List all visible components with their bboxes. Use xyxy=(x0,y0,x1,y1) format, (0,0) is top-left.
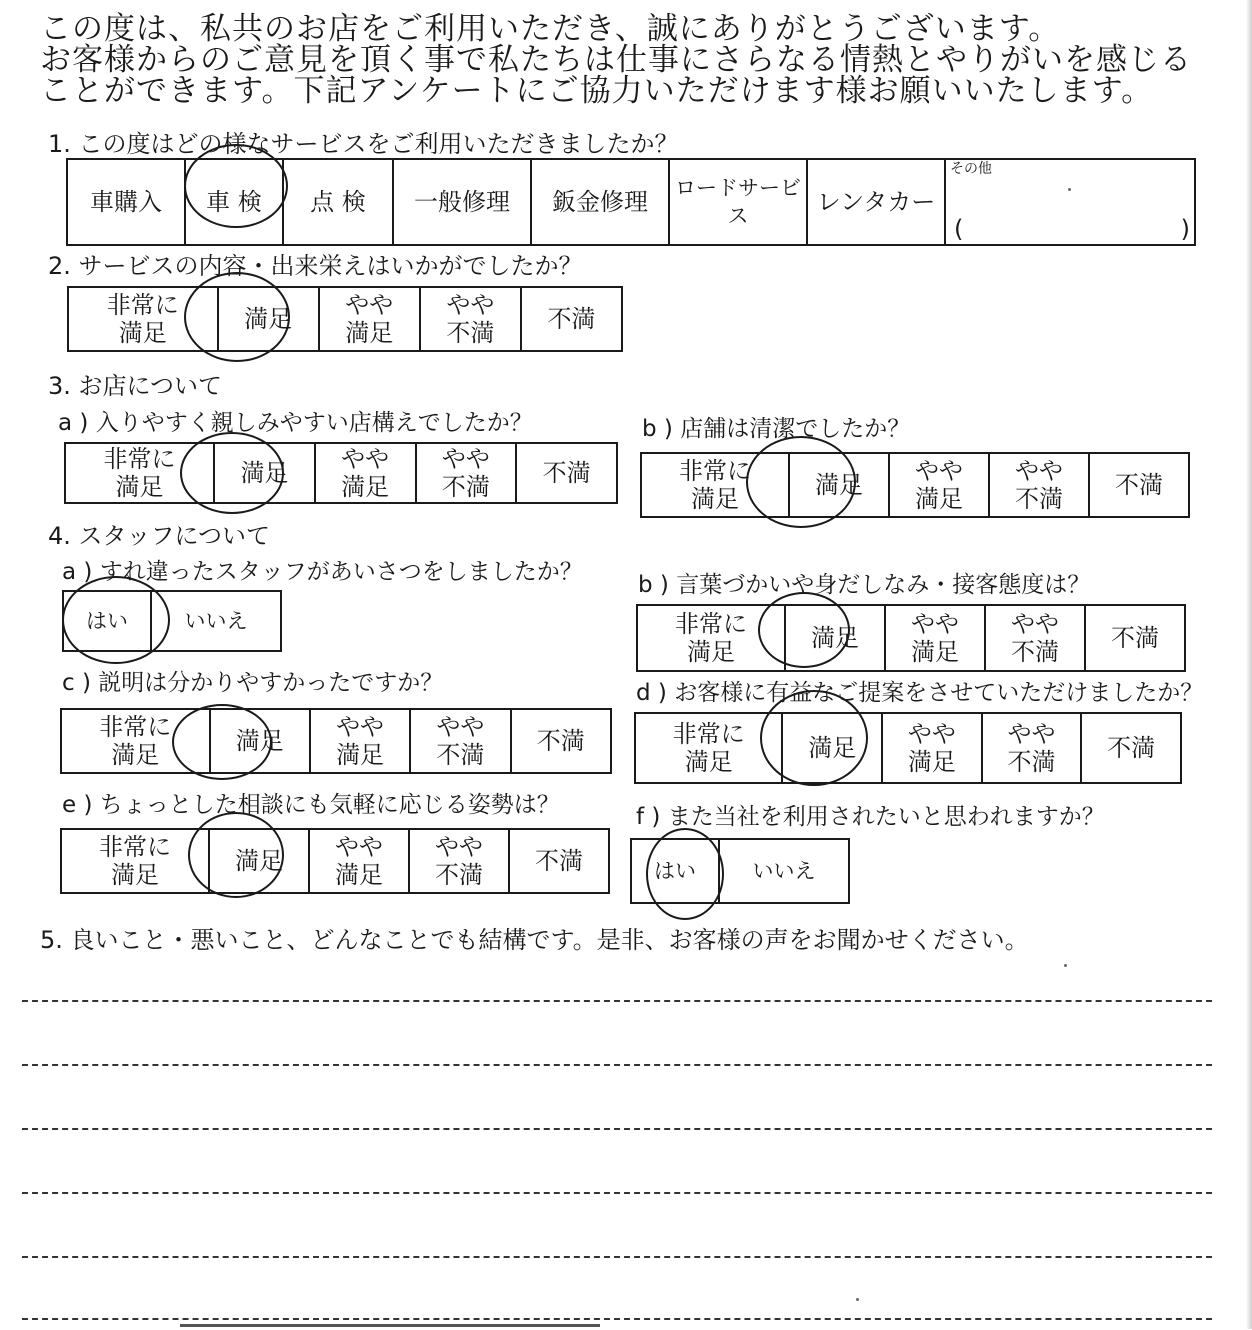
other-label: その他 xyxy=(950,161,992,177)
option-cell[interactable]: 不満 xyxy=(1085,605,1185,671)
option-cell[interactable]: 不満 xyxy=(509,829,609,893)
intro-line: ことができます。下記アンケートにご協力いただけます様お願いいたします。 xyxy=(40,73,1154,109)
question-4c-label: c ) 説明は分かりやすかったですか？ xyxy=(62,670,444,696)
option-cell[interactable]: 車購入 xyxy=(67,159,185,245)
option-cell[interactable]: やや 不満 xyxy=(410,709,510,773)
option-cell[interactable]: やや 満足 xyxy=(882,713,982,783)
option-cell[interactable]: 不満 xyxy=(1081,713,1181,783)
question-4f-label: f ) また当社を利用されたいと思われますか？ xyxy=(636,804,1105,830)
scan-edge-shadow xyxy=(1246,0,1252,1329)
question-4-label: 4. スタッフについて xyxy=(48,522,271,550)
option-cell[interactable]: やや 満足 xyxy=(889,453,989,517)
other-field[interactable] xyxy=(945,159,1195,245)
cut-off-text xyxy=(180,1318,600,1330)
option-cell[interactable]: 不満 xyxy=(1089,453,1189,517)
option-cell[interactable]: やや 不満 xyxy=(416,443,517,503)
question-4e-label: e ) ちょっとした相談にも気軽に応じる姿勢は？ xyxy=(62,792,560,818)
option-cell[interactable]: 不満 xyxy=(516,443,617,503)
option-cell[interactable]: 非常に 満足 xyxy=(61,829,209,893)
option-cell[interactable]: 一般修理 xyxy=(393,159,531,245)
option-cell[interactable]: やや 不満 xyxy=(409,829,509,893)
option-cell[interactable]: やや 満足 xyxy=(309,829,409,893)
option-cell[interactable]: やや 不満 xyxy=(982,713,1082,783)
option-cell[interactable]: 満足 xyxy=(782,713,882,783)
option-cell[interactable]: いいえ xyxy=(719,839,849,903)
option-cell[interactable]: やや 満足 xyxy=(319,287,420,351)
comment-line[interactable] xyxy=(22,1064,1212,1066)
option-cell[interactable]: 満足 xyxy=(214,443,315,503)
comment-line[interactable] xyxy=(22,1000,1212,1002)
option-cell[interactable]: レンタカー xyxy=(807,159,945,245)
option-cell[interactable]: やや 満足 xyxy=(310,709,410,773)
option-cell[interactable]: いいえ xyxy=(151,591,281,651)
option-cell[interactable]: 不満 xyxy=(511,709,611,773)
intro-paragraph xyxy=(40,11,1240,109)
comment-line[interactable] xyxy=(22,1192,1212,1194)
comment-line[interactable] xyxy=(22,1128,1212,1130)
option-cell[interactable]: 満足 xyxy=(210,709,310,773)
question-4a-options xyxy=(62,590,282,652)
question-2-label: 2. サービスの内容・出来栄えはいかがでしたか？ xyxy=(48,252,583,280)
question-5-label: 5. 良いこと・悪いこと、どんなことでも結構です。是非、お客様の声をお聞かせください。 xyxy=(40,926,1029,954)
question-3b-options xyxy=(640,452,1190,518)
comment-line[interactable] xyxy=(22,1256,1212,1258)
question-4e-options xyxy=(60,828,610,894)
option-cell[interactable]: 満足 xyxy=(218,287,319,351)
question-4d-options xyxy=(634,712,1182,784)
question-4a-label: a ) すれ違ったスタッフがあいさつをしましたか？ xyxy=(62,559,583,585)
option-cell[interactable]: 鈑金修理 xyxy=(531,159,669,245)
option-cell[interactable]: 車 検 xyxy=(185,159,283,245)
scan-speck xyxy=(1068,188,1071,191)
option-cell[interactable]: 点 検 xyxy=(283,159,393,245)
question-4f-options xyxy=(630,838,850,904)
option-cell[interactable]: 非常に 満足 xyxy=(61,709,210,773)
option-cell[interactable]: 非常に 満足 xyxy=(65,443,214,503)
option-cell[interactable]: 非常に 満足 xyxy=(637,605,785,671)
intro-line: この度は、私共のお店をご利用いただき、誠にありがとうございます。 xyxy=(40,11,1061,47)
option-cell[interactable]: 非常に 満足 xyxy=(635,713,782,783)
option-cell[interactable]: 不満 xyxy=(521,287,622,351)
question-1-label: 1. この度はどの様なサービスをご利用いただきましたか？ xyxy=(48,130,679,158)
question-3b-label: b ) 店舗は清潔でしたか？ xyxy=(642,416,911,442)
option-cell[interactable]: やや 満足 xyxy=(885,605,985,671)
option-cell[interactable]: やや 不満 xyxy=(989,453,1089,517)
scan-speck xyxy=(856,1298,859,1301)
question-4b-label: b ) 言葉づかいや身だしなみ・接客態度は？ xyxy=(638,572,1091,598)
option-cell[interactable]: 非常に 満足 xyxy=(641,453,789,517)
option-cell[interactable]: やや 不満 xyxy=(985,605,1085,671)
question-3-label: 3. お店について xyxy=(48,372,223,400)
question-4c-options xyxy=(60,708,612,774)
question-2-options xyxy=(67,286,623,352)
question-4d-label: d ) お客様に有益なご提案をさせていただけましたか？ xyxy=(636,680,1204,706)
question-3a-label: a ) 入りやすく親しみやすい店構えでしたか？ xyxy=(58,410,533,436)
option-cell[interactable]: やや 満足 xyxy=(315,443,416,503)
option-cell[interactable]: 満足 xyxy=(789,453,889,517)
question-1-options xyxy=(66,158,1196,246)
scan-speck xyxy=(1064,964,1067,967)
option-cell[interactable]: 非常に 満足 xyxy=(68,287,218,351)
option-cell[interactable]: ロードサービス xyxy=(669,159,807,245)
option-cell[interactable]: はい xyxy=(63,591,151,651)
option-cell[interactable]: 満足 xyxy=(785,605,885,671)
other-input[interactable]: ( ) xyxy=(954,215,1190,243)
option-cell[interactable]: やや 不満 xyxy=(420,287,521,351)
option-cell[interactable]: はい xyxy=(631,839,719,903)
question-4b-options xyxy=(636,604,1186,672)
option-cell[interactable]: 満足 xyxy=(209,829,309,893)
intro-line: お客様からのご意見を頂く事で私たちは仕事にさらなる情熱とやりがいを感じる xyxy=(40,42,1192,78)
question-3a-options xyxy=(64,442,618,504)
